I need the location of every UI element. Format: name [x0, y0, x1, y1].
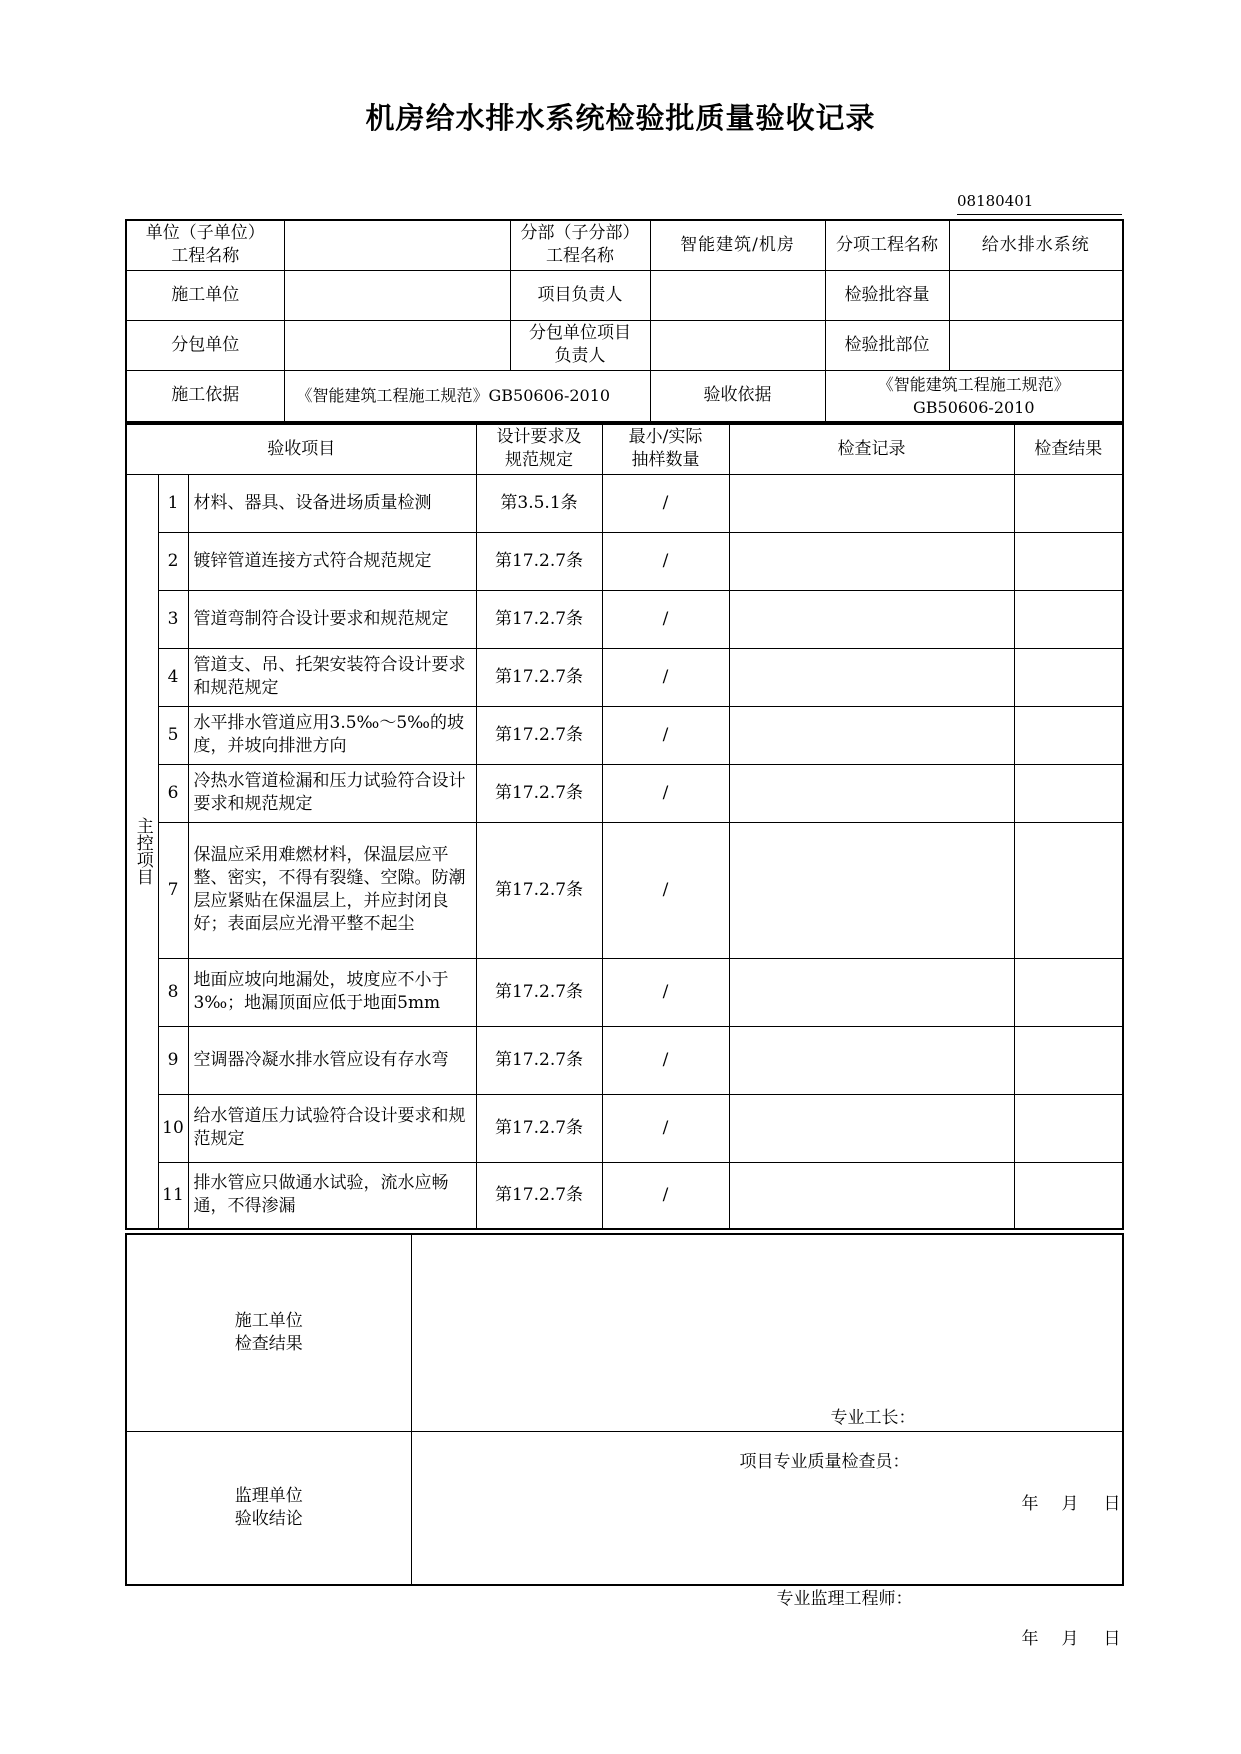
item-check-result[interactable] — [1014, 822, 1123, 958]
item-check-record[interactable] — [729, 474, 1014, 532]
item-description: 冷热水管道检漏和压力试验符合设计要求和规范规定 — [188, 764, 476, 822]
table-row — [126, 1094, 1123, 1162]
construction-date-day: 日 — [1103, 1493, 1121, 1514]
item-number: 10 — [158, 1094, 188, 1162]
sub-manager-label: 分包单位项目 负责人 — [510, 320, 650, 370]
item-sample-quantity[interactable]: / — [602, 648, 729, 706]
header-table — [125, 219, 1124, 423]
item-check-record[interactable] — [729, 1162, 1014, 1229]
acceptance-basis-label: 验收依据 — [650, 370, 825, 422]
supervising-engineer-label: 专业监理工程师： — [776, 1588, 913, 1609]
table-row — [126, 958, 1123, 1026]
table-row — [126, 764, 1123, 822]
item-sample-quantity[interactable]: / — [602, 822, 729, 958]
item-sample-quantity[interactable]: / — [602, 764, 729, 822]
item-number: 2 — [158, 532, 188, 590]
item-check-result[interactable] — [1014, 958, 1123, 1026]
item-description: 空调器冷凝水排水管应设有存水弯 — [188, 1026, 476, 1094]
item-check-record[interactable] — [729, 1026, 1014, 1094]
item-description: 地面应坡向地漏处，坡度应不小于3‰；地漏顶面应低于地面5mm — [188, 958, 476, 1026]
item-clause: 第17.2.7条 — [476, 764, 602, 822]
item-sample-quantity[interactable]: / — [602, 1094, 729, 1162]
item-number: 9 — [158, 1026, 188, 1094]
construction-check-area[interactable] — [411, 1234, 1123, 1514]
foreman-label: 专业工长： — [830, 1407, 916, 1428]
item-clause: 第17.2.7条 — [476, 648, 602, 706]
construction-date-month: 月 — [1061, 1493, 1079, 1514]
signature-table — [125, 1233, 1124, 1649]
project-manager-label: 项目负责人 — [510, 270, 650, 320]
item-clause: 第17.2.7条 — [476, 706, 602, 764]
item-clause: 第17.2.7条 — [476, 532, 602, 590]
item-check-record[interactable] — [729, 958, 1014, 1026]
item-description: 材料、器具、设备进场质量检测 — [188, 474, 476, 532]
col-record-header: 检查记录 — [729, 424, 1014, 474]
item-check-result[interactable] — [1014, 590, 1123, 648]
division-value[interactable]: 智能建筑/机房 — [650, 220, 825, 270]
item-number: 5 — [158, 706, 188, 764]
item-number: 3 — [158, 590, 188, 648]
item-description: 镀锌管道连接方式符合规范规定 — [188, 532, 476, 590]
item-check-record[interactable] — [729, 822, 1014, 958]
item-sample-quantity[interactable]: / — [602, 1162, 729, 1229]
sub-manager-value[interactable] — [650, 320, 825, 370]
acceptance-basis-value[interactable]: 《智能建筑工程施工规范》 GB50606-2010 — [825, 370, 1123, 422]
unit-project-name-label: 单位（子单位） 工程名称 — [126, 220, 284, 270]
item-number: 11 — [158, 1162, 188, 1229]
batch-location-value[interactable] — [949, 320, 1123, 370]
subcontractor-label: 分包单位 — [126, 320, 284, 370]
supervision-date-year: 年 — [1021, 1628, 1039, 1649]
contractor-value[interactable] — [284, 270, 510, 320]
col-item-header: 验收项目 — [126, 424, 476, 474]
col-sample-header: 最小/实际 抽样数量 — [602, 424, 729, 474]
item-clause: 第17.2.7条 — [476, 958, 602, 1026]
subitem-value[interactable]: 给水排水系统 — [949, 220, 1123, 270]
item-clause: 第17.2.7条 — [476, 1162, 602, 1229]
batch-location-label: 检验批部位 — [825, 320, 949, 370]
table-row — [126, 532, 1123, 590]
item-check-result[interactable] — [1014, 764, 1123, 822]
supervision-check-label: 监理单位 验收结论 — [126, 1431, 411, 1585]
batch-capacity-label: 检验批容量 — [825, 270, 949, 320]
table-row — [126, 590, 1123, 648]
item-check-result[interactable] — [1014, 1162, 1123, 1229]
construction-basis-value[interactable]: 《智能建筑工程施工规范》GB50606-2010 — [284, 370, 650, 422]
item-clause: 第17.2.7条 — [476, 822, 602, 958]
item-sample-quantity[interactable]: / — [602, 1026, 729, 1094]
item-sample-quantity[interactable]: / — [602, 532, 729, 590]
item-check-record[interactable] — [729, 590, 1014, 648]
unit-project-name-value[interactable] — [284, 220, 510, 270]
construction-check-label: 施工单位 检查结果 — [126, 1234, 411, 1431]
item-description: 给水管道压力试验符合设计要求和规范规定 — [188, 1094, 476, 1162]
item-clause: 第17.2.7条 — [476, 590, 602, 648]
project-manager-value[interactable] — [650, 270, 825, 320]
item-check-result[interactable] — [1014, 1094, 1123, 1162]
supervision-date-month: 月 — [1061, 1628, 1079, 1649]
contractor-label: 施工单位 — [126, 270, 284, 320]
table-row — [126, 822, 1123, 958]
table-row — [126, 1026, 1123, 1094]
item-check-result[interactable] — [1014, 1026, 1123, 1094]
item-check-record[interactable] — [729, 1094, 1014, 1162]
item-description: 排水管应只做通水试验，流水应畅通，不得渗漏 — [188, 1162, 476, 1229]
table-row — [126, 474, 1123, 532]
batch-capacity-value[interactable] — [949, 270, 1123, 320]
item-check-record[interactable] — [729, 648, 1014, 706]
supervision-date-day: 日 — [1103, 1628, 1121, 1649]
document-number: 08180401 — [957, 192, 1122, 215]
table-row — [126, 706, 1123, 764]
item-sample-quantity[interactable]: / — [602, 706, 729, 764]
col-design-header: 设计要求及 规范规定 — [476, 424, 602, 474]
item-check-result[interactable] — [1014, 706, 1123, 764]
item-sample-quantity[interactable]: / — [602, 958, 729, 1026]
item-sample-quantity[interactable]: / — [602, 474, 729, 532]
item-check-record[interactable] — [729, 706, 1014, 764]
item-number: 7 — [158, 822, 188, 958]
col-result-header: 检查结果 — [1014, 424, 1123, 474]
item-check-result[interactable] — [1014, 532, 1123, 590]
construction-date-year: 年 — [1021, 1493, 1039, 1514]
item-check-record[interactable] — [729, 532, 1014, 590]
item-description: 管道弯制符合设计要求和规范规定 — [188, 590, 476, 648]
page-title: 机房给水排水系统检验批质量验收记录 — [365, 101, 876, 135]
group-label-main-control: 主控项目 — [126, 474, 158, 1229]
item-clause: 第17.2.7条 — [476, 1026, 602, 1094]
subitem-label: 分项工程名称 — [825, 220, 949, 270]
column-header-row — [126, 424, 1123, 474]
construction-basis-label: 施工依据 — [126, 370, 284, 422]
item-description: 保温应采用难燃材料，保温层应平整、密实，不得有裂缝、空隙。防潮层应紧贴在保温层上，并应封闭良好；表面层应光滑平整不起尘 — [188, 822, 476, 958]
subcontractor-value[interactable] — [284, 320, 510, 370]
item-check-result[interactable] — [1014, 648, 1123, 706]
table-row — [126, 1162, 1123, 1229]
item-number: 4 — [158, 648, 188, 706]
item-check-result[interactable] — [1014, 474, 1123, 532]
table-row — [126, 648, 1123, 706]
item-description: 水平排水管道应用3.5‰～5‰的坡度，并坡向排泄方向 — [188, 706, 476, 764]
item-check-record[interactable] — [729, 764, 1014, 822]
inspection-items-table — [125, 423, 1124, 1230]
item-sample-quantity[interactable]: / — [602, 590, 729, 648]
item-number: 1 — [158, 474, 188, 532]
item-clause: 第17.2.7条 — [476, 1094, 602, 1162]
item-clause: 第3.5.1条 — [476, 474, 602, 532]
item-number: 6 — [158, 764, 188, 822]
item-number: 8 — [158, 958, 188, 1026]
item-description: 管道支、吊、托架安装符合设计要求和规范规定 — [188, 648, 476, 706]
inspector-label: 项目专业质量检查员： — [739, 1451, 910, 1472]
division-label: 分部（子分部） 工程名称 — [510, 220, 650, 270]
